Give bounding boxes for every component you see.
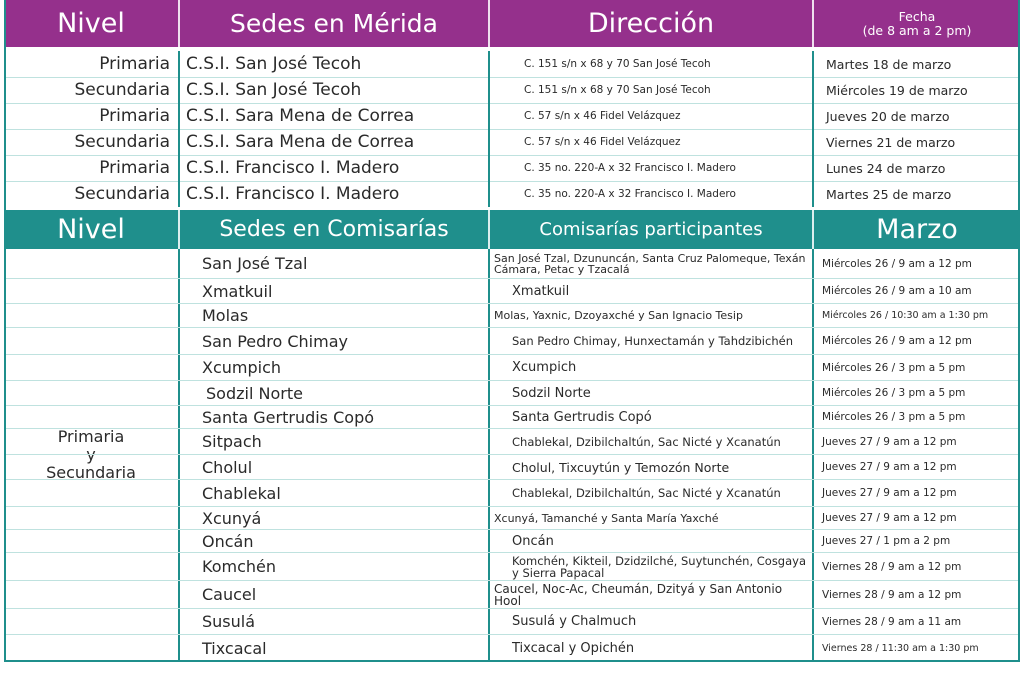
nivel-spacer — [4, 480, 180, 506]
comisaria-row — [4, 406, 1020, 429]
participantes-cell: Xcunyá, Tamanché y Santa María Yaxché — [490, 507, 814, 529]
comisarias-header — [4, 210, 1020, 249]
horario-cell: Miércoles 26 / 3 pm a 5 pm — [822, 361, 966, 374]
sede-cell: San Pedro Chimay — [180, 328, 490, 354]
sede-cell: C.S.I. Francisco I. Madero — [180, 155, 490, 181]
horario-cell: Jueves 27 / 9 am a 12 pm — [822, 435, 957, 448]
sede-cell: C.S.I. Sara Mena de Correa — [180, 103, 490, 129]
nivel-cell: Primaria — [4, 51, 180, 77]
horario-cell: Viernes 28 / 11:30 am a 1:30 pm — [822, 642, 979, 654]
horario-cell: Miércoles 26 / 9 am a 10 am — [822, 285, 972, 297]
participantes-cell: Caucel, Noc-Ac, Cheumán, Dzityá y San Antonio Hool — [490, 581, 814, 608]
participantes-cell: Molas, Yaxnic, Dzoyaxché y San Ignacio Tesip — [490, 304, 814, 327]
header-participantes: Comisarías participantes — [490, 210, 814, 249]
sede-cell: C.S.I. Francisco I. Madero — [180, 181, 490, 207]
merida-row — [4, 77, 1020, 104]
participantes-cell: Xcumpich — [490, 355, 814, 380]
participantes-cell: Oncán — [490, 530, 814, 552]
sede-cell: C.S.I. Sara Mena de Correa — [180, 129, 490, 155]
nivel-spacer — [4, 553, 180, 580]
header-fecha-hours: (de 8 am a 2 pm) — [862, 22, 972, 38]
sede-cell: Sitpach — [180, 429, 490, 454]
fecha-cell: Martes 18 de marzo — [826, 56, 952, 72]
fecha-cell: Jueves 20 de marzo — [826, 108, 950, 124]
nivel-cell: Secundaria — [4, 77, 180, 103]
participantes-cell: Xmatkuil — [490, 279, 814, 303]
comisaria-row — [4, 609, 1020, 635]
horario-cell: Viernes 28 / 9 am a 12 pm — [822, 560, 962, 573]
comisaria-row — [4, 455, 1020, 480]
nivel-cell: Primaria — [4, 103, 180, 129]
sede-cell: Xcunyá — [180, 507, 490, 529]
nivel-spacer — [4, 381, 180, 405]
sede-cell: Xmatkuil — [180, 279, 490, 303]
participantes-cell: Cholul, Tixcuytún y Temozón Norte — [490, 455, 814, 479]
merida-row — [4, 155, 1020, 182]
sede-cell: Komchén — [180, 553, 490, 580]
participantes-cell: San José Tzal, Dzununcán, Santa Cruz Palomeque, Texán Cámara, Petac y Tzacalá — [490, 249, 814, 278]
direccion-cell: C. 35 no. 220-A x 32 Francisco I. Madero — [490, 181, 814, 207]
sede-cell: Oncán — [180, 530, 490, 552]
participantes-cell: Chablekal, Dzibilchaltún, Sac Nicté y Xcanatún — [490, 480, 814, 506]
merida-header — [4, 0, 1020, 47]
sede-cell: C.S.I. San José Tecoh — [180, 51, 490, 77]
nivel-cell: Primaria — [4, 155, 180, 181]
header-nivel: Nivel — [4, 0, 180, 47]
fecha-cell: Lunes 24 de marzo — [826, 160, 946, 176]
participantes-cell: Santa Gertrudis Copó — [490, 406, 814, 428]
comisaria-row — [4, 381, 1020, 406]
comisaria-row — [4, 507, 1020, 530]
direccion-cell: C. 35 no. 220-A x 32 Francisco I. Madero — [490, 155, 814, 181]
sede-cell: Susulá — [180, 609, 490, 634]
horario-cell: Jueves 27 / 9 am a 12 pm — [822, 487, 957, 499]
comisaria-row — [4, 355, 1020, 381]
horario-cell: Viernes 28 / 9 am a 11 am — [822, 615, 962, 628]
fecha-cell: Viernes 21 de marzo — [826, 134, 956, 150]
horario-cell: Miércoles 26 / 3 pm a 5 pm — [822, 411, 966, 423]
horario-cell: Jueves 27 / 9 am a 12 pm — [822, 512, 957, 524]
merida-row — [4, 51, 1020, 78]
nivel-spacer — [4, 279, 180, 303]
horario-cell: Jueves 27 / 9 am a 12 pm — [822, 461, 957, 473]
participantes-cell: Susulá y Chalmuch — [490, 609, 814, 634]
sede-cell: San José Tzal — [180, 249, 490, 278]
participantes-cell: Komchén, Kikteil, Dzidzilché, Suytunchén, Cosgaya y Sierra Papacal — [490, 553, 814, 580]
sede-cell: Tixcacal — [180, 635, 490, 661]
comisaria-row — [4, 635, 1020, 661]
sede-cell: Molas — [180, 304, 490, 327]
participantes-cell: Sodzil Norte — [490, 381, 814, 405]
header-nivel-comisarias: Nivel — [4, 210, 180, 249]
sede-cell: Santa Gertrudis Copó — [180, 406, 490, 428]
sede-cell: Caucel — [180, 581, 490, 608]
sede-cell: Xcumpich — [180, 355, 490, 380]
nivel-spacer — [4, 635, 180, 661]
horario-cell: Miércoles 26 / 9 am a 12 pm — [822, 257, 972, 270]
header-fecha — [814, 0, 1020, 47]
nivel-cell: Secundaria — [4, 129, 180, 155]
nivel-spacer — [4, 355, 180, 380]
nivel-spacer — [4, 249, 180, 278]
nivel-spacer — [4, 609, 180, 634]
comisaria-row — [4, 581, 1020, 609]
nivel-line: y — [86, 445, 96, 464]
participantes-cell: Tixcacal y Opichén — [490, 635, 814, 661]
comisaria-row — [4, 480, 1020, 507]
comisaria-row — [4, 530, 1020, 553]
nivel-line: Secundaria — [46, 463, 136, 482]
header-fecha-label: Fecha — [898, 8, 936, 24]
horario-cell: Viernes 28 / 9 am a 12 pm — [822, 588, 962, 601]
nivel-spacer — [4, 406, 180, 428]
nivel-spacer — [4, 429, 180, 454]
sede-cell: Cholul — [180, 455, 490, 479]
direccion-cell: C. 151 s/n x 68 y 70 San José Tecoh — [490, 77, 814, 103]
nivel-spacer — [4, 304, 180, 327]
horario-cell: Jueves 27 / 1 pm a 2 pm — [822, 535, 951, 547]
direccion-cell: C. 57 s/n x 46 Fidel Velázquez — [490, 129, 814, 155]
sede-cell: Chablekal — [180, 480, 490, 506]
participantes-cell: Chablekal, Dzibilchaltún, Sac Nicté y Xcanatún — [490, 429, 814, 454]
comisaria-row — [4, 304, 1020, 328]
nivel-spacer — [4, 507, 180, 529]
header-direccion: Dirección — [490, 0, 814, 47]
nivel-line: Primaria — [57, 427, 125, 446]
fecha-cell: Martes 25 de marzo — [826, 186, 952, 202]
horario-cell: Miércoles 26 / 9 am a 12 pm — [822, 335, 972, 347]
comisaria-row — [4, 553, 1020, 581]
header-sedes-merida: Sedes en Mérida — [180, 0, 490, 47]
merida-row — [4, 103, 1020, 130]
fecha-cell: Miércoles 19 de marzo — [826, 82, 968, 98]
merida-row — [4, 129, 1020, 156]
participantes-cell: San Pedro Chimay, Hunxectamán y Tahdzibichén — [490, 328, 814, 354]
horario-cell: Miércoles 26 / 3 pm a 5 pm — [822, 387, 966, 399]
direccion-cell: C. 57 s/n x 46 Fidel Velázquez — [490, 103, 814, 129]
merida-row — [4, 181, 1020, 207]
sede-cell: C.S.I. San José Tecoh — [180, 77, 490, 103]
direccion-cell: C. 151 s/n x 68 y 70 San José Tecoh — [490, 51, 814, 77]
header-mes: Marzo — [876, 214, 958, 245]
comisaria-row — [4, 249, 1020, 279]
nivel-cell: Secundaria — [4, 181, 180, 207]
comisaria-row — [4, 429, 1020, 455]
comisaria-row — [4, 279, 1020, 304]
nivel-spacer — [4, 530, 180, 552]
nivel-spacer — [4, 328, 180, 354]
comisaria-row — [4, 328, 1020, 355]
nivel-spacer — [4, 455, 180, 479]
sede-cell: Sodzil Norte — [180, 381, 490, 405]
horario-cell: Miércoles 26 / 10:30 am a 1:30 pm — [822, 310, 989, 321]
nivel-spacer — [4, 581, 180, 608]
header-sedes-comisarias: Sedes en Comisarías — [180, 210, 490, 249]
